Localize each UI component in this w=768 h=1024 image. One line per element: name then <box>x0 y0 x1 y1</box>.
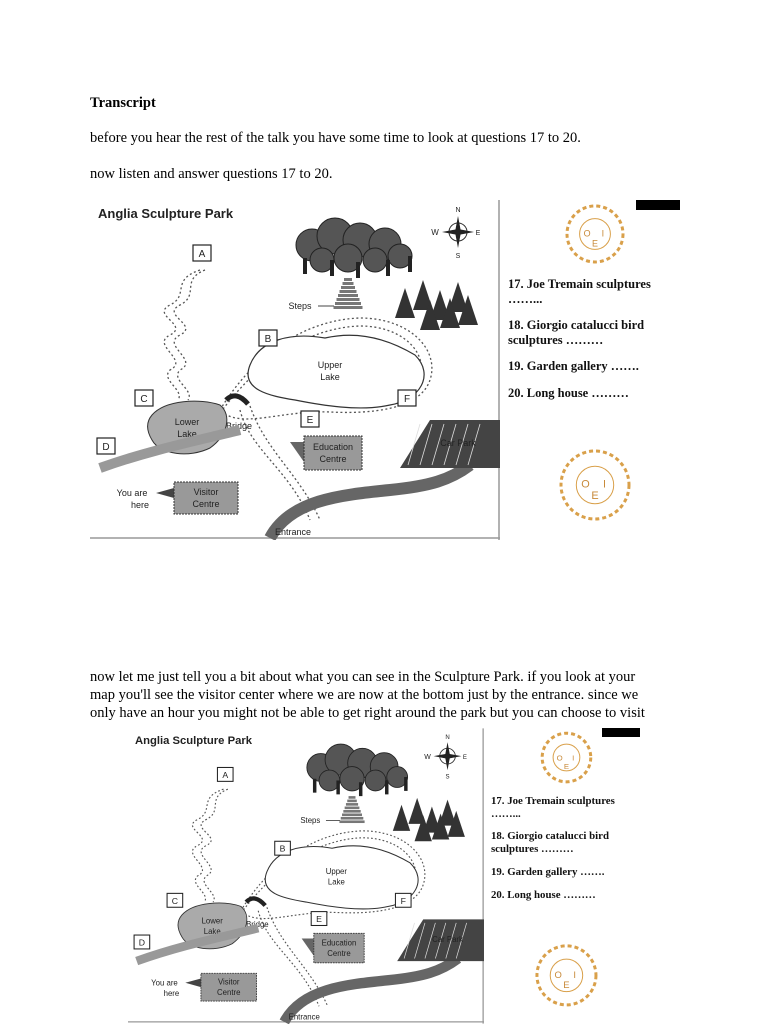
marker-c <box>135 390 153 406</box>
logo-letter-i: I <box>601 228 605 239</box>
logo-letter-e: E <box>563 980 570 992</box>
lower-lake-label-1: Lower <box>174 417 200 427</box>
question-19-line-1: 19. Garden gallery ……. <box>508 359 639 373</box>
marker-label-f: F <box>400 895 406 906</box>
visitor-label-2: Centre <box>217 987 241 997</box>
education-label-1: Education <box>321 938 357 948</box>
education-label-1: Education <box>312 442 354 452</box>
marker-label-a: A <box>222 769 229 780</box>
paragraph-1: before you hear the rest of the talk you have some time to look at questions 17 to 20. <box>90 130 581 146</box>
marker-label-e: E <box>306 415 314 426</box>
visitor-label-1: Visitor <box>193 487 219 497</box>
paragraph-3-line-3: only have an hour you might not be able to get right around the park but you can choose to visit <box>90 705 645 721</box>
marker-label-b: B <box>279 843 286 854</box>
compass-w: W <box>424 753 431 761</box>
visitor-label-2: Centre <box>192 499 220 509</box>
car-park-label: Car Park <box>440 438 476 448</box>
logo-letter-i: I <box>573 969 577 981</box>
logo-letter-e: E <box>591 490 599 503</box>
compass-s: S <box>455 253 461 260</box>
question-17-line-2: ……... <box>508 292 543 306</box>
car-park-label: Car Park <box>432 934 463 944</box>
compass-w: W <box>431 228 439 237</box>
compass-e: E <box>475 230 481 237</box>
map-title: Anglia Sculpture Park <box>98 206 234 221</box>
lower-lake-label-2: Lake <box>203 927 221 937</box>
lower-lake-label-1: Lower <box>201 916 223 926</box>
question-panel <box>484 728 640 1024</box>
question-18-line-1: 18. Giorgio catalucci bird <box>490 830 610 843</box>
marker-label-d: D <box>102 442 110 453</box>
upper-lake-label-1: Upper <box>317 360 343 370</box>
upper-lake-label-1: Upper <box>325 867 348 877</box>
paragraph-3-line-1: now let me just tell you a bit about what you can see in the Sculpture Park. if you look at your <box>90 669 636 685</box>
compass-s: S <box>445 774 450 781</box>
bridge-label: Bridge <box>225 421 253 431</box>
compass-n: N <box>445 734 450 741</box>
paragraph-3-line-2: map you'll see the visitor center where we are now at the bottom just by the entrance. since we <box>90 687 639 703</box>
marker-c <box>167 893 183 907</box>
map-title: Anglia Sculpture Park <box>134 735 253 748</box>
question-20-line-1: 20. Long house ……… <box>508 386 629 400</box>
marker-f <box>398 390 416 406</box>
marker-d <box>97 438 115 454</box>
you-are-here-label-2: here <box>130 500 150 510</box>
question-19-line-1: 19. Garden gallery ……. <box>490 866 605 878</box>
marker-e <box>301 411 319 427</box>
question-17-line-1: 17. Joe Tremain sculptures <box>490 794 615 807</box>
question-18-line-1: 18. Giorgio catalucci bird <box>508 318 645 332</box>
logo-letter-i: I <box>603 478 607 491</box>
logo-letter-o: O <box>583 228 591 239</box>
steps-label: Steps <box>300 816 321 826</box>
marker-label-f: F <box>403 394 411 405</box>
bridge-label: Bridge <box>246 920 269 930</box>
lower-lake-label-2: Lake <box>177 429 197 439</box>
upper-lake-label-2: Lake <box>327 877 345 887</box>
education-label-2: Centre <box>327 948 351 958</box>
sculpture-park-map <box>128 728 484 1024</box>
question-18-line-2: sculptures ……… <box>508 333 604 347</box>
steps-label: Steps <box>288 301 312 311</box>
you-are-here-label-1: You are <box>151 978 178 988</box>
question-17-line-2: ……... <box>490 807 521 820</box>
marker-label-d: D <box>138 937 146 948</box>
marker-label-c: C <box>140 394 148 405</box>
question-17-line-1: 17. Joe Tremain sculptures <box>508 277 651 291</box>
marker-a <box>217 767 233 781</box>
marker-b <box>275 841 291 855</box>
entrance-label: Entrance <box>274 527 312 537</box>
question-panel <box>500 200 680 540</box>
compass-n: N <box>455 207 461 214</box>
education-label-2: Centre <box>319 454 347 464</box>
logo-letter-e: E <box>563 761 570 771</box>
logo-letter-i: I <box>572 753 575 763</box>
marker-label-e: E <box>316 914 322 925</box>
you-are-here-label-1: You are <box>116 488 148 498</box>
entrance-label: Entrance <box>288 1012 320 1022</box>
marker-d <box>134 935 150 949</box>
marker-f <box>395 893 411 907</box>
transcript-heading: Transcript <box>90 95 156 111</box>
compass-e: E <box>462 754 467 761</box>
figure-1 <box>90 200 680 540</box>
upper-lake-label-2: Lake <box>320 372 340 382</box>
logo-letter-o: O <box>556 753 563 763</box>
marker-b <box>259 330 277 346</box>
question-20-line-1: 20. Long house ……… <box>490 889 596 902</box>
marker-label-a: A <box>198 249 206 260</box>
paragraph-2: now listen and answer questions 17 to 20. <box>90 166 333 182</box>
you-are-here-label-2: here <box>163 988 180 998</box>
logo-letter-o: O <box>554 969 562 981</box>
figure-2 <box>128 728 640 1024</box>
marker-a <box>193 245 211 261</box>
visitor-label-1: Visitor <box>217 977 240 987</box>
sculpture-park-map <box>90 200 500 540</box>
marker-label-c: C <box>171 895 179 906</box>
marker-e <box>311 912 327 926</box>
logo-letter-e: E <box>592 238 598 249</box>
marker-label-b: B <box>264 334 272 345</box>
logo-letter-o: O <box>581 478 590 491</box>
question-18-line-2: sculptures ……… <box>490 843 574 856</box>
